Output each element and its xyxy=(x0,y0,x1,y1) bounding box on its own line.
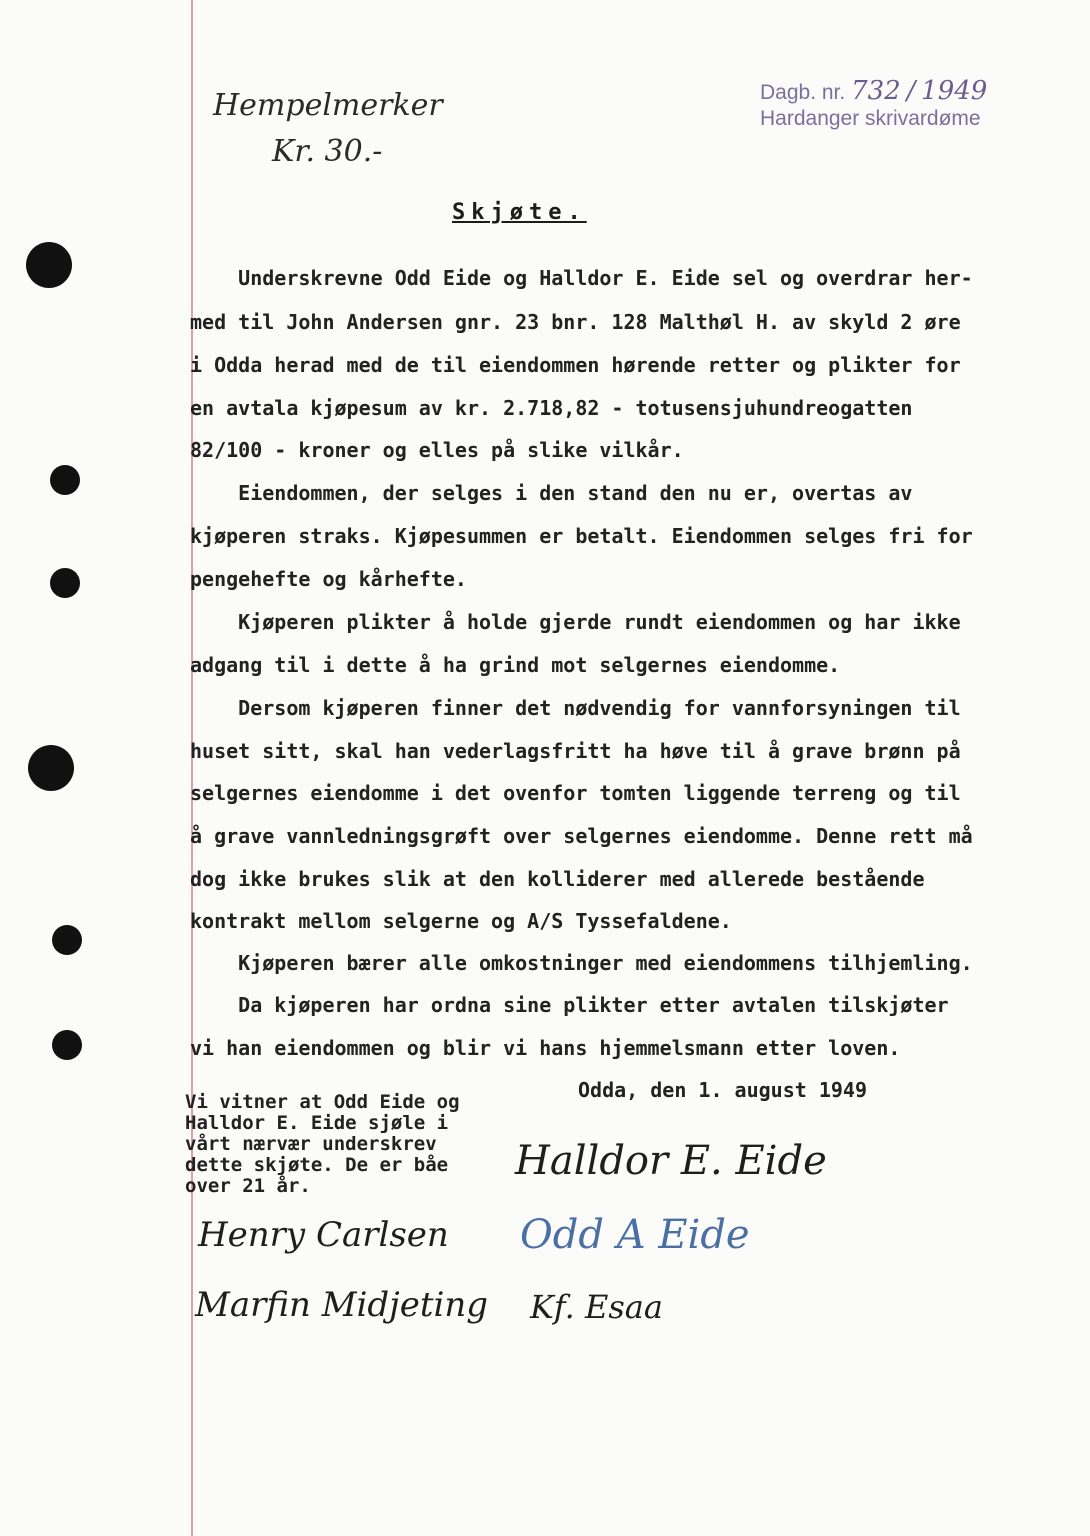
document-title: Skjøte. xyxy=(452,200,587,225)
body-line: vi han eiendommen og blir vi hans hjemmelsmann etter loven. xyxy=(190,1036,901,1060)
registry-stamp xyxy=(760,78,987,132)
signature-seller-halldor: Halldor E. Eide xyxy=(515,1138,827,1184)
margin-note-line2: Kr. 30.- xyxy=(272,134,383,169)
body-line: i Odda herad med de til eiendommen hørende retter og plikter for xyxy=(190,353,961,377)
stamp-line1 xyxy=(760,78,987,106)
body-line: huset sitt, skal han vederlagsfritt ha høve til å grave brønn på xyxy=(190,739,961,763)
margin-note-line1: Hempelmerker xyxy=(213,88,443,123)
margin-rule xyxy=(191,0,193,1536)
signature-witness-henry: Henry Carlsen xyxy=(198,1215,449,1255)
body-line: Underskrevne Odd Eide og Halldor E. Eide sel og overdrar her- xyxy=(190,266,973,290)
body-line: 82/100 - kroner og elles på slike vilkår. xyxy=(190,438,684,462)
witness-line: dette skjøte. De er båe xyxy=(185,1154,449,1176)
body-line: Da kjøperen har ordna sine plikter etter avtalen tilskjøter xyxy=(190,993,949,1017)
body-line: kjøperen straks. Kjøpesummen er betalt. Eiendommen selges fri for xyxy=(190,524,973,548)
stamp-number: 732 xyxy=(851,76,901,106)
stamp-prefix: Dagb. nr. xyxy=(760,81,846,104)
punch-hole xyxy=(52,1030,82,1060)
body-line: Kjøperen bærer alle omkostninger med eiendommens tilhjemling. xyxy=(190,951,973,975)
witness-line: over 21 år. xyxy=(185,1175,311,1197)
body-line: pengehefte og kårhefte. xyxy=(190,567,467,591)
punch-hole xyxy=(50,465,80,495)
stamp-office: Hardanger skrivardøme xyxy=(760,107,981,130)
stamp-separator: / xyxy=(906,76,916,106)
witness-line: Vi vitner at Odd Eide og xyxy=(185,1091,460,1113)
witness-statement xyxy=(185,1092,460,1197)
signature-initials: Kf. Esaa xyxy=(530,1288,663,1326)
signature-witness-marfin: Marfin Midjeting xyxy=(195,1285,489,1325)
body-line: kontrakt mellom selgerne og A/S Tyssefaldene. xyxy=(190,909,732,933)
body-line: adgang til i dette å ha grind mot selgernes eiendomme. xyxy=(190,653,841,677)
stamp-year: 1949 xyxy=(921,76,988,106)
body-line: Eiendommen, der selges i den stand den nu er, overtas av xyxy=(190,481,913,505)
punch-hole xyxy=(50,568,80,598)
punch-hole xyxy=(26,242,72,288)
punch-hole xyxy=(52,925,82,955)
body-line: en avtala kjøpesum av kr. 2.718,82 - totusensjuhundreogatten xyxy=(190,396,913,420)
punch-hole xyxy=(28,745,74,791)
body-line: å grave vannledningsgrøft over selgernes eiendomme. Denne rett må xyxy=(190,824,973,848)
place-date: Odda, den 1. august 1949 xyxy=(578,1078,867,1102)
witness-line: Halldor E. Eide sjøle i xyxy=(185,1112,449,1134)
signature-seller-odd: Odd A Eide xyxy=(520,1212,750,1258)
body-line: Kjøperen plikter å holde gjerde rundt eiendommen og har ikke xyxy=(190,610,961,634)
body-line: dog ikke brukes slik at den kolliderer med allerede bestående xyxy=(190,867,925,891)
body-line: med til John Andersen gnr. 23 bnr. 128 Malthøl H. av skyld 2 øre xyxy=(190,310,961,334)
witness-line: vårt nærvær underskrev xyxy=(185,1133,437,1155)
body-line: selgernes eiendomme i det ovenfor tomten liggende terreng og til xyxy=(190,781,961,805)
body-line: Dersom kjøperen finner det nødvendig for vannforsyningen til xyxy=(190,696,961,720)
